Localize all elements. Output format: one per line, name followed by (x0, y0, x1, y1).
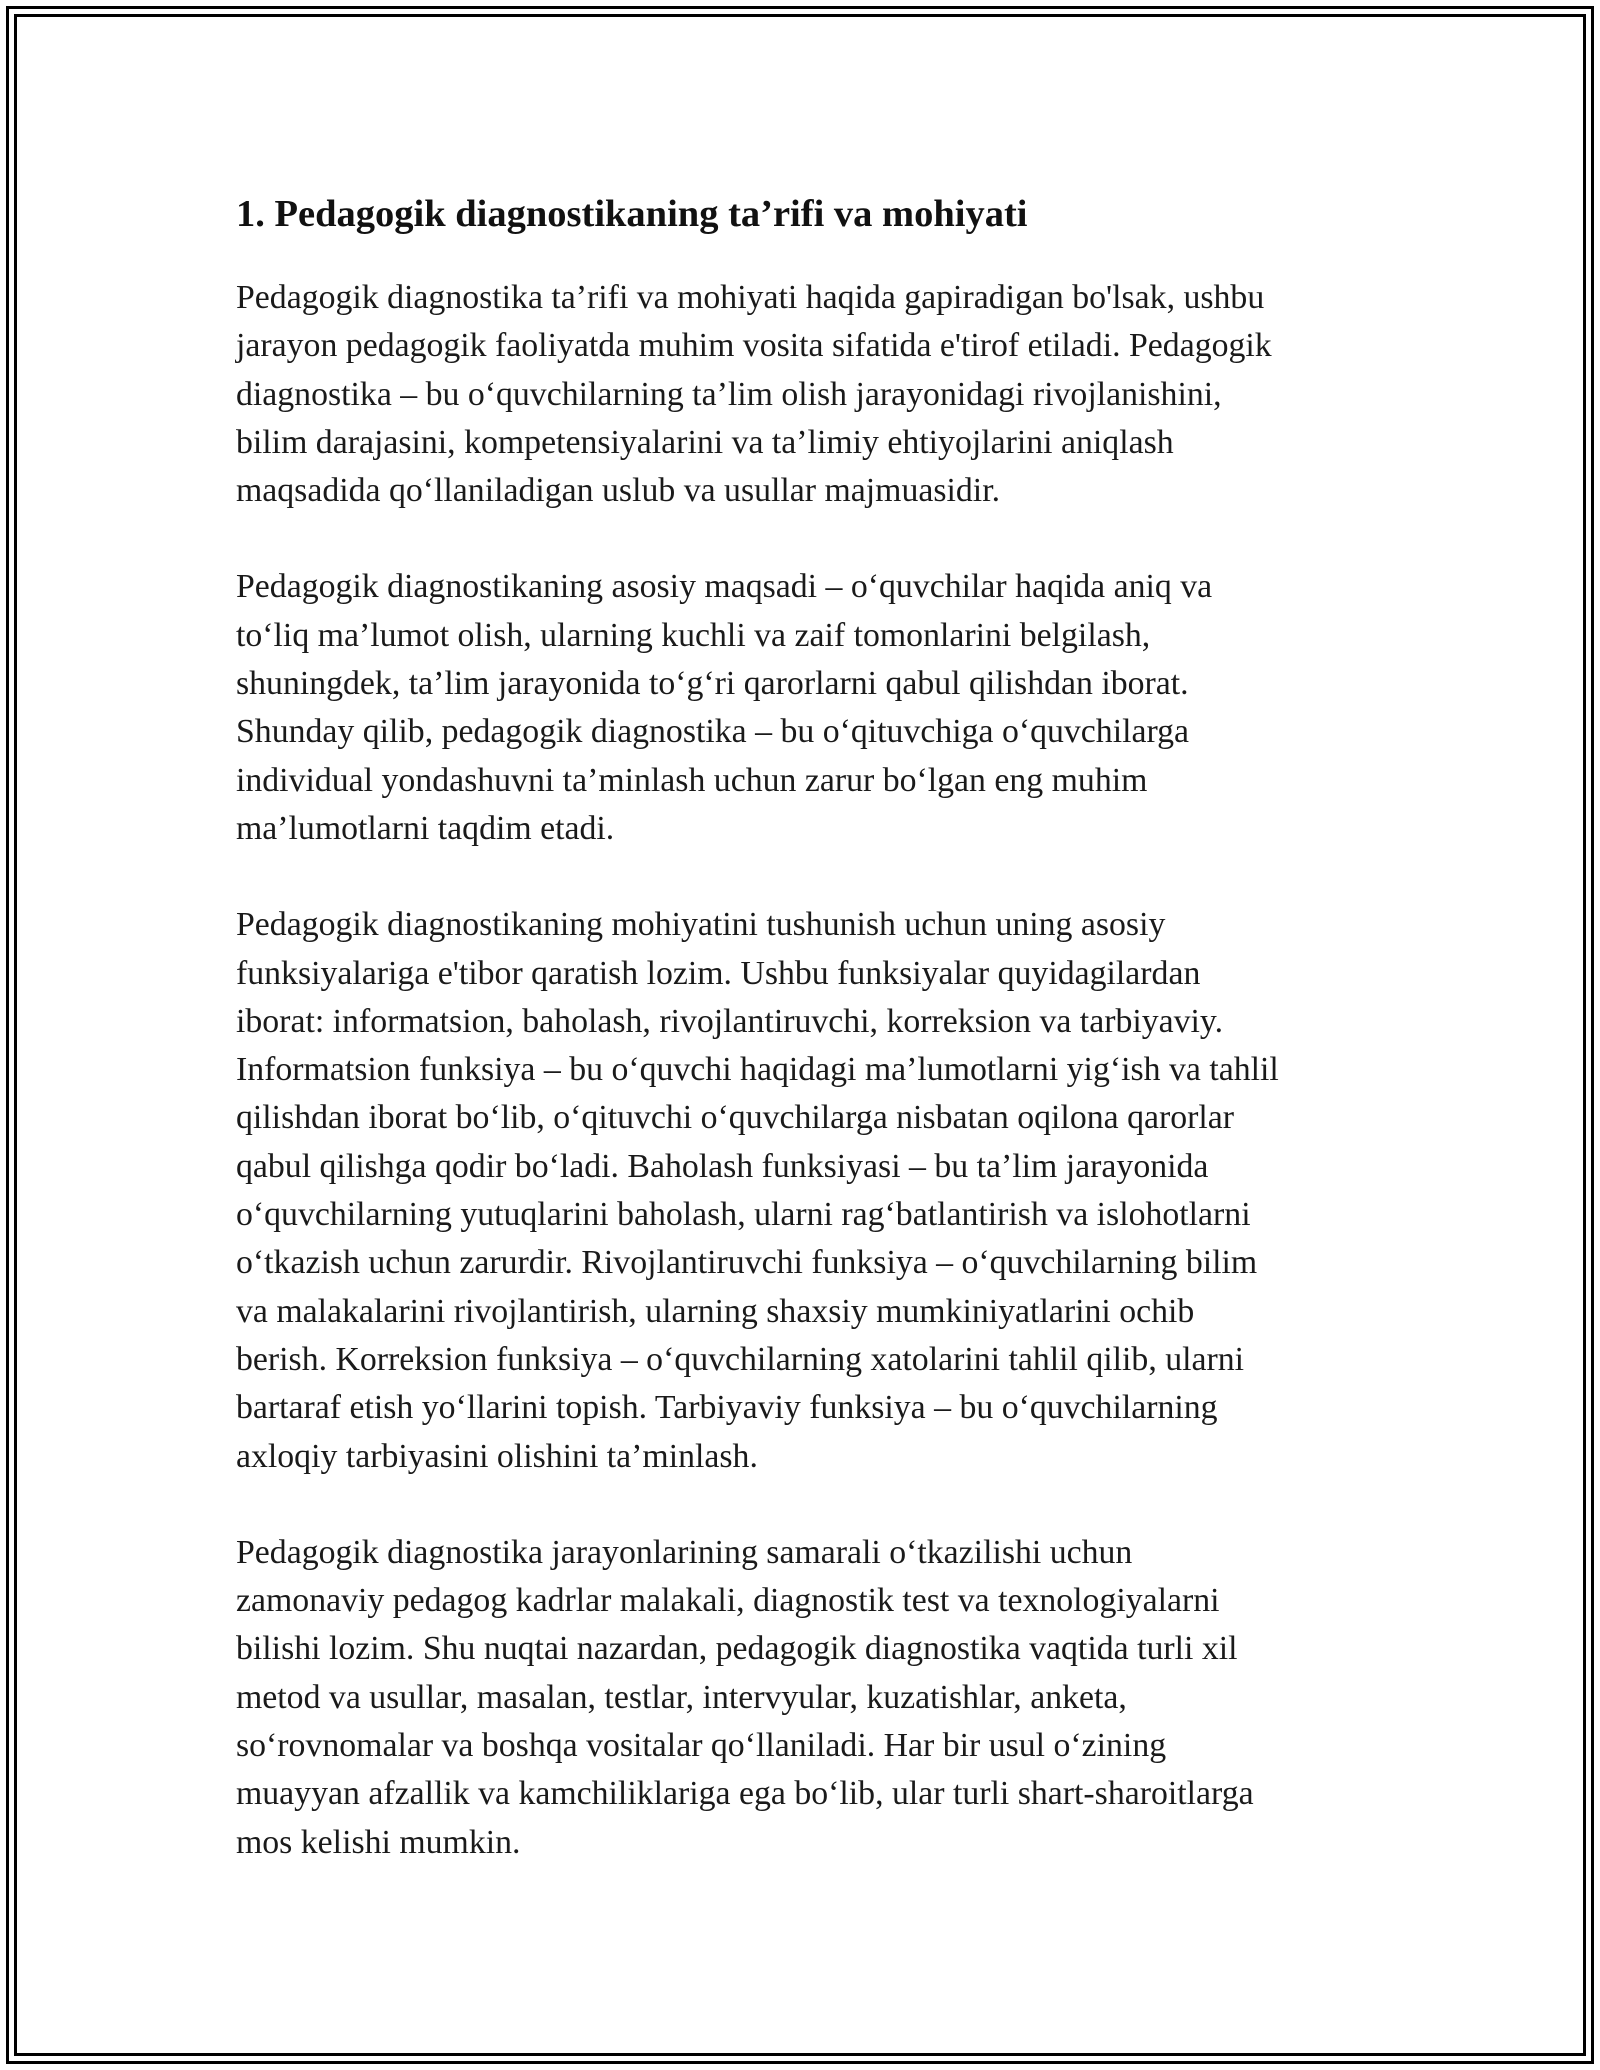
paragraph-list (236, 274, 1376, 1867)
text-line: zamonaviy pedagog kadrlar malakali, diagnostik test va texnologiyalarni (236, 1582, 1220, 1620)
text-line: so‘rovnomalar va boshqa vositalar qo‘llaniladi. Har bir usul o‘zining (236, 1727, 1167, 1765)
text-line: metod va usullar, masalan, testlar, intervyular, kuzatishlar, anketa, (236, 1678, 1127, 1716)
text-line: qabul qilishga qodir bo‘ladi. Baholash funksiyasi – bu ta’lim jarayonida (236, 1147, 1209, 1185)
paragraph-2 (236, 563, 1376, 853)
text-line: Informatsion funksiya – bu o‘quvchi haqidagi ma’lumotlarni yig‘ish va tahlil (236, 1051, 1279, 1089)
text-line: jarayon pedagogik faoliyatda muhim vosita sifatida e'tirof etiladi. Pedagogik (236, 327, 1272, 365)
text-line: iborat: informatsion, baholash, rivojlantiruvchi, korreksion va tarbiyaviy. (236, 1002, 1224, 1040)
paragraph-3 (236, 901, 1376, 1481)
text-line: funksiyalariga e'tibor qaratish lozim. Ushbu funksiyalar quyidagilardan (236, 954, 1201, 992)
text-line: individual yondashuvni ta’minlash uchun zarur bo‘lgan eng muhim (236, 761, 1148, 799)
text-line: shuningdek, ta’lim jarayonida to‘g‘ri qarorlarni qabul qilishdan iborat. (236, 665, 1189, 703)
text-line: Pedagogik diagnostikaning mohiyatini tushunish uchun uning asosiy (236, 906, 1166, 944)
text-line: bilishi lozim. Shu nuqtai nazardan, pedagogik diagnostika vaqtida turli xil (236, 1630, 1238, 1668)
text-line: Pedagogik diagnostika ta’rifi va mohiyati haqida gapiradigan bo'lsak, ushbu (236, 279, 1265, 316)
paragraph-4 (236, 1529, 1376, 1867)
text-line: axloqiy tarbiyasini olishini ta’minlash. (236, 1437, 758, 1475)
text-line: Pedagogik diagnostikaning asosiy maqsadi – o‘quvchilar haqida aniq va (236, 568, 1213, 606)
text-line: mos kelishi mumkin. (236, 1823, 521, 1861)
document-body (236, 188, 1376, 1915)
text-line: to‘liq ma’lumot olish, ularning kuchli va zaif tomonlarini belgilash, (236, 616, 1151, 654)
text-line: diagnostika – bu o‘quvchilarning ta’lim olish jarayonidagi rivojlanishini, (236, 375, 1222, 413)
text-line: Shunday qilib, pedagogik diagnostika – bu o‘qituvchiga o‘quvchilarga (236, 713, 1190, 751)
text-line: maqsadida qo‘llaniladigan uslub va usullar majmuasidir. (236, 472, 1001, 510)
text-line: o‘tkazish uchun zarurdir. Rivojlantiruvchi funksiya – o‘quvchilarning bilim (236, 1244, 1258, 1282)
text-line: o‘quvchilarning yutuqlarini baholash, ularni rag‘batlantirish va islohotlarni (236, 1196, 1251, 1234)
text-line: qilishdan iborat bo‘lib, o‘qituvchi o‘quvchilarga nisbatan oqilona qarorlar (236, 1099, 1235, 1137)
section-heading: 1. Pedagogik diagnostikaning ta’rifi va mohiyati (236, 193, 1028, 235)
text-line: bilim darajasini, kompetensiyalarini va ta’limiy ehtiyojlarini aniqlash (236, 423, 1174, 461)
text-line: ma’lumotlarni taqdim etadi. (236, 809, 615, 847)
text-line: bartaraf etish yo‘llarini topish. Tarbiyaviy funksiya – bu o‘quvchilarning (236, 1389, 1218, 1427)
text-line: muayyan afzallik va kamchiliklariga ega bo‘lib, ular turli shart-sharoitlarga (236, 1775, 1254, 1813)
paragraph-1 (236, 274, 1376, 515)
text-line: va malakalarini rivojlantirish, ularning shaxsiy mumkiniyatlarini ochib (236, 1292, 1195, 1330)
text-line: berish. Korreksion funksiya – o‘quvchilarning xatolarini tahlil qilib, ularni (236, 1340, 1245, 1378)
text-line: Pedagogik diagnostika jarayonlarining samarali o‘tkazilishi uchun (236, 1533, 1133, 1571)
